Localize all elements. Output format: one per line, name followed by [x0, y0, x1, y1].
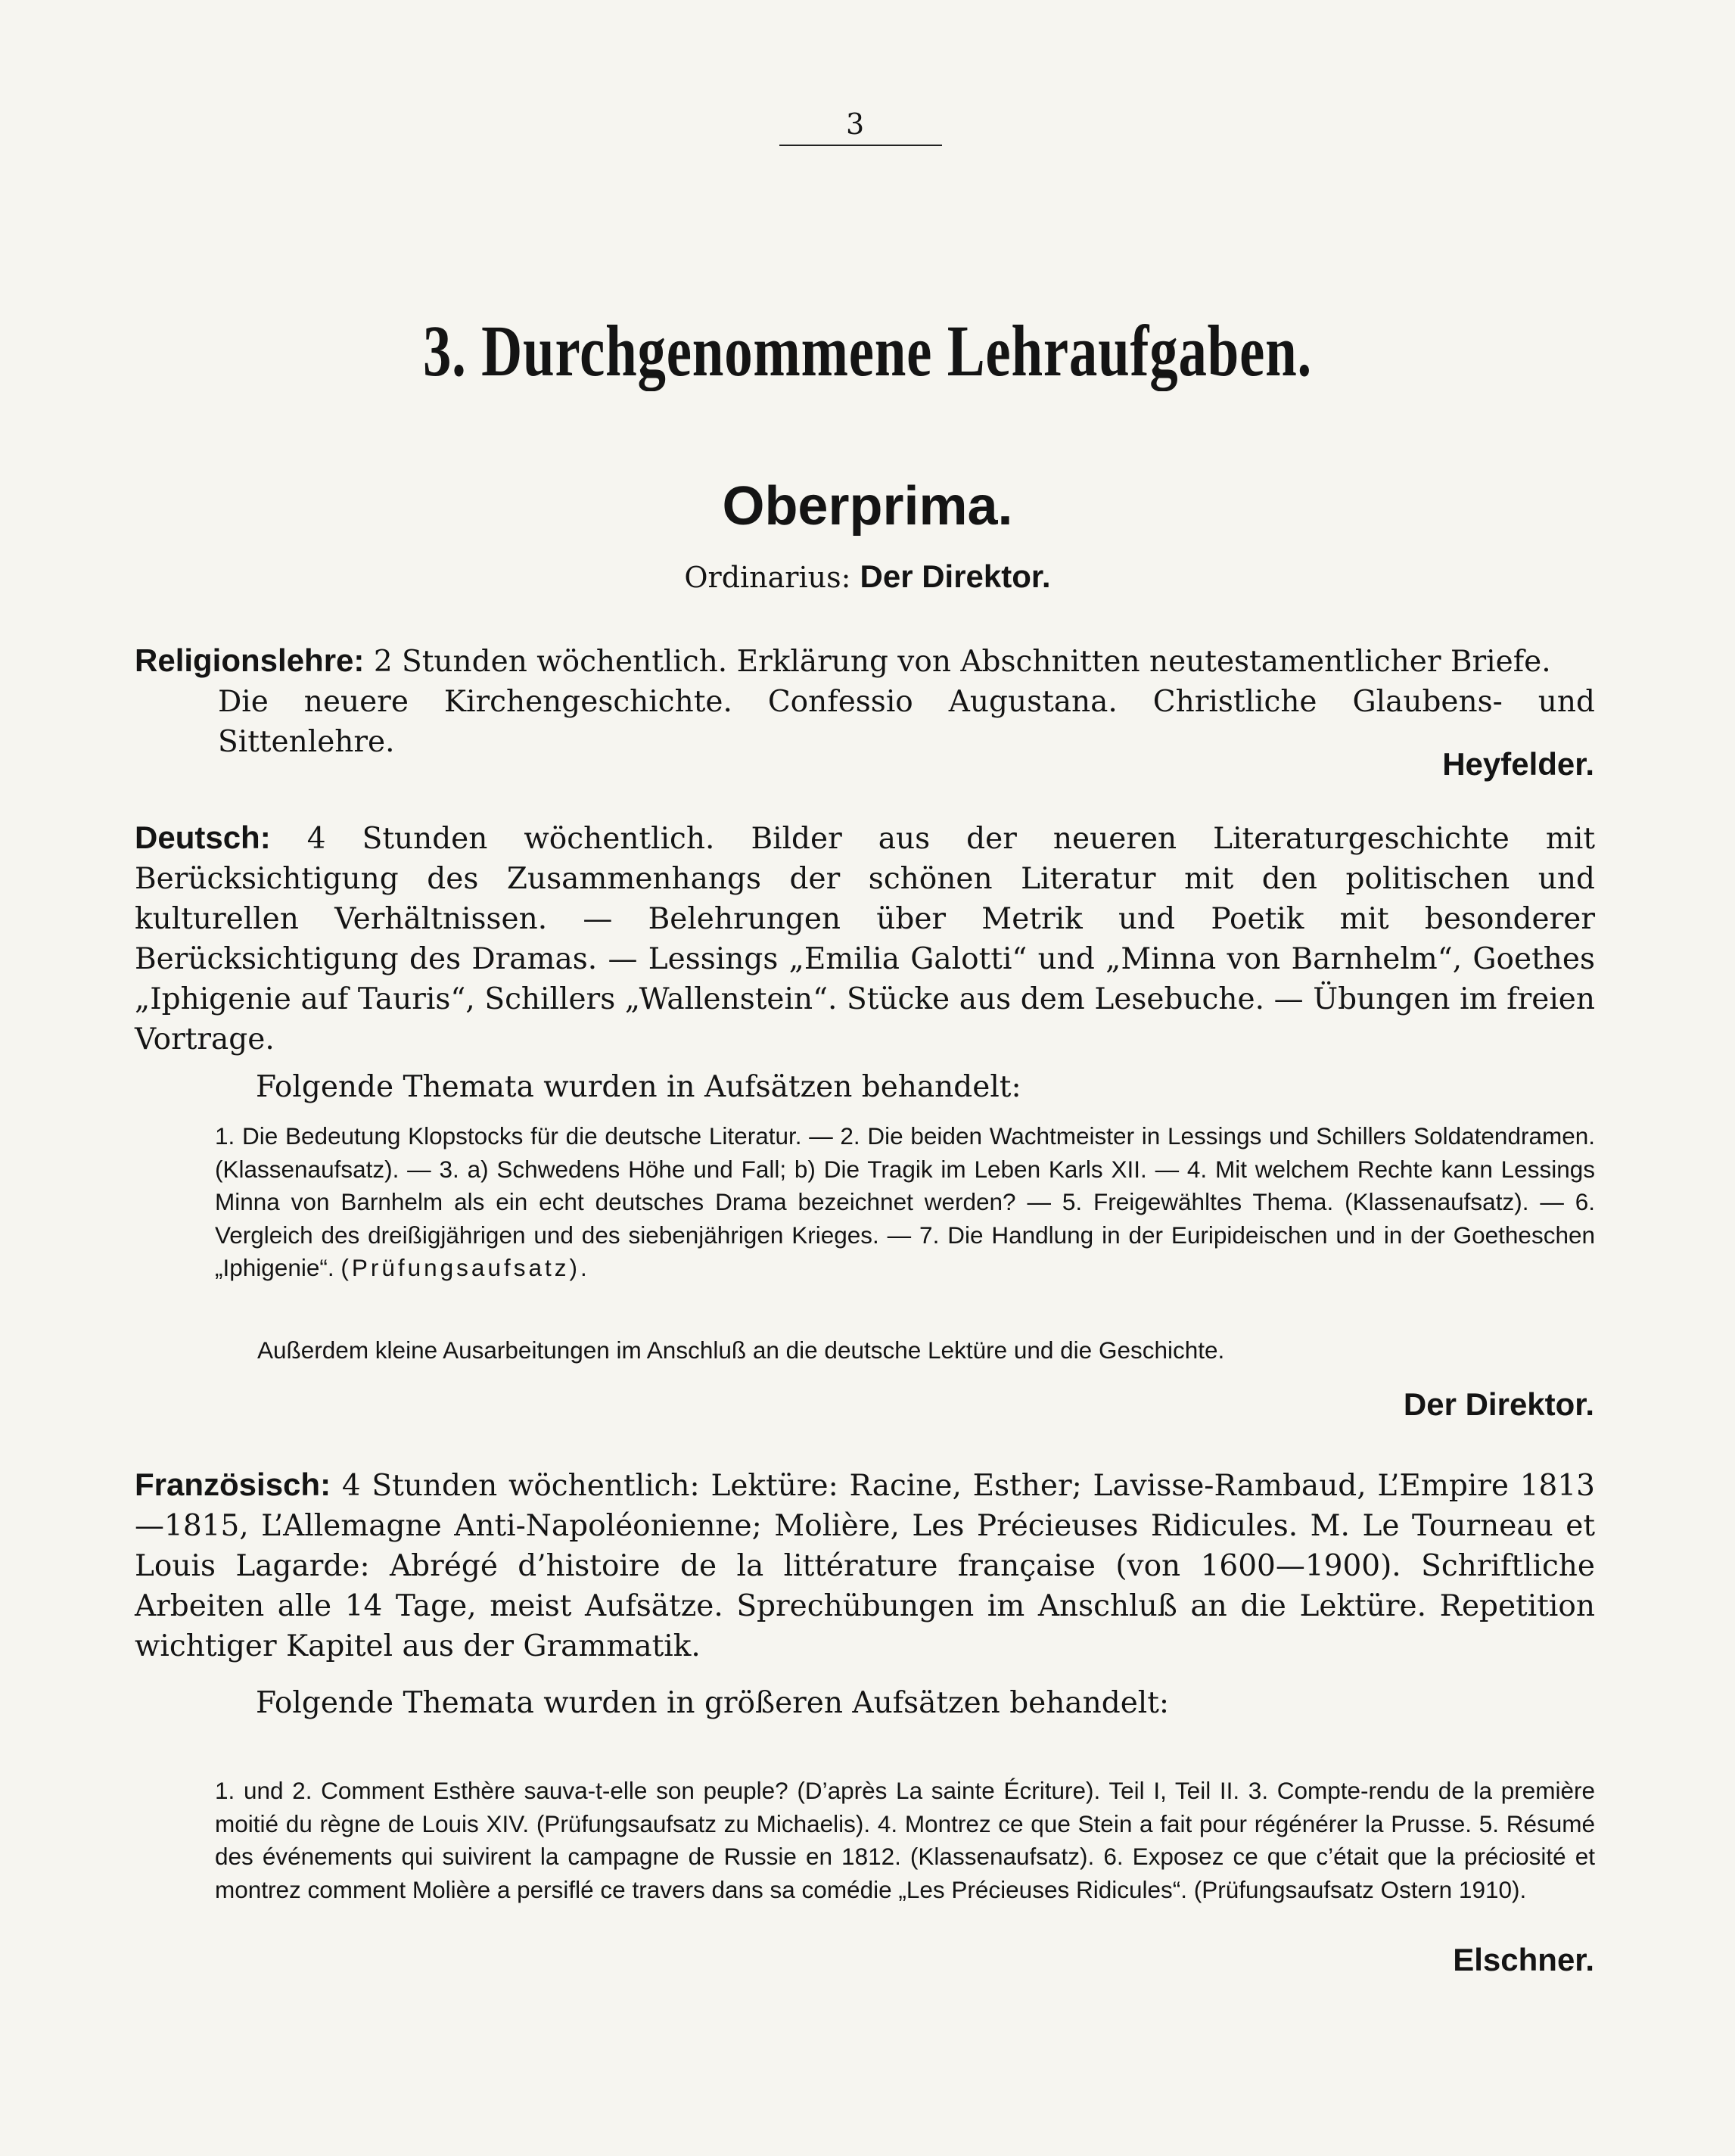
class-title: Oberprima.	[722, 476, 1013, 537]
ordinarius-name: Der Direktor.	[860, 558, 1051, 594]
page-number-rule	[779, 145, 942, 146]
deutsch-themes-end: (Prüfungsaufsatz).	[340, 1254, 590, 1281]
ordinarius-line	[0, 558, 1735, 595]
franzoesisch-themes-intro: Folgende Themata wurden in größeren Aufsätzen behandelt:	[256, 1686, 1170, 1720]
page-title: 3. Durchgenommene Lehraufgaben.	[422, 310, 1313, 391]
religion-line-1	[135, 640, 1595, 682]
deutsch-teacher: Der Direktor.	[1403, 1386, 1594, 1422]
deutsch-note: Außerdem kleine Ausarbeitungen im Anschluß an die deutsche Lektüre und die Geschichte.	[257, 1336, 1225, 1364]
deutsch-subject: Deutsch:	[135, 820, 271, 855]
religion-subject: Religionslehre:	[135, 642, 365, 678]
deutsch-themes-text: 1. Die Bedeutung Klopstocks für die deutsche Literatur. — 2. Die beiden Wachtmeister in Lessings und Schillers Soldatendramen. (Klassenaufsatz). — 3. a) Schwedens Höhe und Fall; b) Die Tragik im Leben Karls XII. — 4. Mit welchem Rechte kann Lessings Minna von Barnhelm als ein echt deutsches Drama bezeichnet werden? — 5. Freigewähltes Thema. (Klassenaufsatz). — 6. Vergleich des dreißigjährigen und des siebenjährigen Krieges. — 7. Die Handlung in der Euripideischen und in der Goetheschen „Iphigenie“.	[215, 1122, 1595, 1281]
franzoesisch-subject: Französisch:	[135, 1467, 331, 1502]
religion-text-1: 2 Stunden wöchentlich. Erklärung von Abschnitten neutestamentlicher Briefe.	[373, 645, 1551, 679]
page-number: 3	[846, 107, 865, 141]
section-religion	[135, 640, 1595, 762]
ordinarius-label: Ordinarius:	[684, 561, 851, 594]
deutsch-themes-intro: Folgende Themata wurden in Aufsätzen behandelt:	[256, 1070, 1021, 1104]
franzoesisch-text: 4 Stunden wöchentlich: Lektüre: Racine, Esther; Lavisse-Rambaud, L’Empire 1813—1815, L’Allemagne Anti-Napoléonienne; Molière, Les Précieuses Ridicules. M. Le Tourneau et Louis Lagarde: Abrégé d’histoire de la littérature française (von 1600—1900). Schriftliche Arbeiten alle 14 Tage, meist Aufsätze. Sprechübungen im Anschluß an die Lektüre. Repetition wichtiger Kapitel aus der Grammatik.	[135, 1469, 1595, 1663]
franzoesisch-themes: 1. und 2. Comment Esthère sauva-t-elle son peuple? (D’après La sainte Écriture). Teil I, Teil II. 3. Compte-rendu de la première moitié du règne de Louis XIV. (Prüfungsaufsatz zu Michaelis). 4. Montrez ce que Stein a fait pour régénérer la Prusse. 5. Résumé des événements qui suivirent la campagne de Russie en 1812. (Klassenaufsatz). 6. Exposez ce que c’était que la préciosité et montrez comment Molière a persiflé ce travers dans sa comédie „Les Précieuses Ridicules“. (Prüfungsaufsatz Ostern 1910).	[215, 1777, 1595, 1903]
franzoesisch-paragraph	[135, 1464, 1595, 1666]
franzoesisch-teacher: Elschner.	[1453, 1942, 1594, 1977]
section-franzoesisch	[135, 1464, 1595, 1723]
section-deutsch	[135, 817, 1595, 1107]
deutsch-paragraph	[135, 817, 1595, 1059]
deutsch-text: 4 Stunden wöchentlich. Bilder aus der neueren Literaturgeschichte mit Berücksichtigung des Zusammenhangs der schönen Literatur mit den politischen und kulturellen Verhältnissen. — Belehrungen über Metrik und Poetik mit besonderer Berücksichtigung des Dramas. — Lessings „Emilia Galotti“ und „Minna von Barnhelm“, Goethes „Iphigenie auf Tauris“, Schillers „Wallenstein“. Stücke aus dem Lesebuche. — Übungen im freien Vortrage.	[135, 822, 1595, 1056]
deutsch-themes	[215, 1120, 1595, 1285]
religion-line-2: Die neuere Kirchengeschichte. Confessio Augustana. Christliche Glaubens- und Sittenlehre.	[218, 685, 1595, 759]
religion-teacher: Heyfelder.	[1442, 746, 1594, 782]
